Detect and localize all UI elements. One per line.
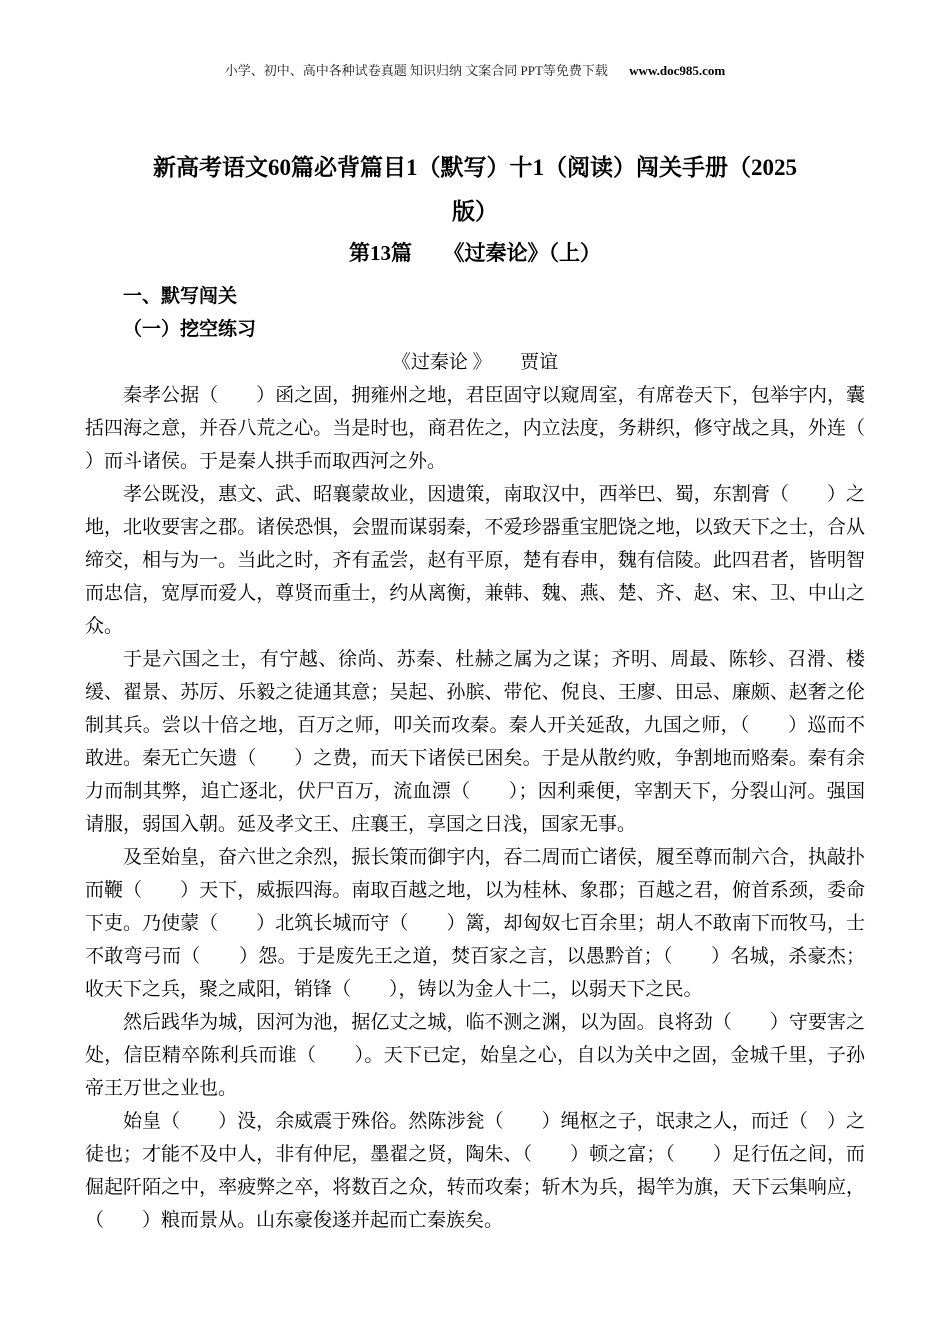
- document-title-line1: 新高考语文60篇必背篇目1（默写）十1（阅读）闯关手册（2025: [153, 155, 797, 180]
- document-title-line2: 版）: [452, 199, 498, 224]
- paragraph-6: 始皇（ ）没，余威震于殊俗。然陈涉瓮（ ）绳枢之子，氓隶之人，而迁（ ）之徒也；才能不及中人，非有仲尼，墨翟之贤，陶朱、（ ）顿之富；（ ）足行伍之间，而倔起阡陌之中，率疲弊之卒，将数百之众，转而攻秦；斩木为兵，揭竿为旗，天下云集响应，（ ）粮而景从。山东豪俊遂并起而亡秦族矣。: [85, 1111, 865, 1231]
- essay-title: 《过秦论 》 贾谊: [391, 352, 559, 373]
- paragraph-3: 于是六国之士，有宁越、徐尚、苏秦、杜赫之属为之谋；齐明、周最、陈轸、召滑、楼缓、翟景、苏厉、乐毅之徒通其意；吴起、孙膑、带佗、倪良、王廖、田忌、廉颇、赵奢之伦制其兵。尝以十倍之地，百万之师，叩关而攻秦。秦人开关延敌，九国之师，（ ）巡而不敢进。秦无亡矢遗（ ）之费，而天下诸侯已困矣。于是从散约败，争割地而赂秦。秦有余力而制其弊，追亡逐北，伏尸百万，流血漂（ ）；因利乘便，宰割天下，分裂山河。强国请服，弱国入朝。延及孝文王、庄襄王，享国之日浅，国家无事。: [85, 649, 865, 835]
- site-header: [0, 60, 950, 79]
- site-url: www.doc985.com: [629, 63, 726, 78]
- document-title: [85, 146, 865, 234]
- chapter-heading: 第13篇 《过秦论》（上）: [349, 241, 601, 265]
- paragraph-2: 孝公既没，惠文、武、昭襄蒙故业，因遗策，南取汉中，西举巴、蜀，东割膏（ ）之地，北收要害之郡。诸侯恐惧，会盟而谋弱秦，不爱珍器重宝肥饶之地，以致天下之士，合从缔交，相与为一。当此之时，齐有孟尝，赵有平原，楚有春申，魏有信陵。此四君者，皆明智而忠信，宽厚而爱人，尊贤而重士，约从离衡，兼韩、魏、燕、楚、齐、赵、宋、卫、中山之众。: [85, 484, 865, 637]
- subsection-heading: （一）挖空练习: [123, 319, 257, 340]
- document-content: [85, 146, 904, 1237]
- paragraph-4: 及至始皇，奋六世之余烈，振长策而御宇内，吞二周而亡诸侯，履至尊而制六合，执敲扑而鞭（ ）天下，威振四海。南取百越之地，以为桂林、象郡；百越之君，俯首系颈，委命下吏。乃使蒙（ ）北筑长城而守（ ）篱，却匈奴七百余里；胡人不敢南下而牧马，士不敢弯弓而（ ）怨。于是废先王之道，焚百家之言，以愚黔首；（ ）名城，杀豪杰；收天下之兵，聚之咸阳，销锋（ ），铸以为金人十二，以弱天下之民。: [85, 847, 865, 1000]
- paragraph-1: 秦孝公据（ ）函之固，拥雍州之地，君臣固守以窥周室，有席卷天下，包举宇内，囊括四海之意，并吞八荒之心。当是时也，商君佐之，内立法度，务耕织，修守战之具，外连（ ）而斗诸侯。于是秦人拱手而取西河之外。: [85, 385, 904, 472]
- header-promo-text: 小学、初中、高中各种试卷真题 知识归纳 文案合同 PPT等免费下载: [224, 63, 608, 78]
- paragraph-5: 然后践华为城，因河为池，据亿丈之城，临不测之渊，以为固。良将劲（ ）守要害之处，信臣精卒陈利兵而谁（ ）。天下已定，始皇之心，自以为关中之固，金城千里，子孙帝王万世之业也。: [85, 1012, 865, 1099]
- section-heading: 一、默写闯关: [123, 286, 238, 307]
